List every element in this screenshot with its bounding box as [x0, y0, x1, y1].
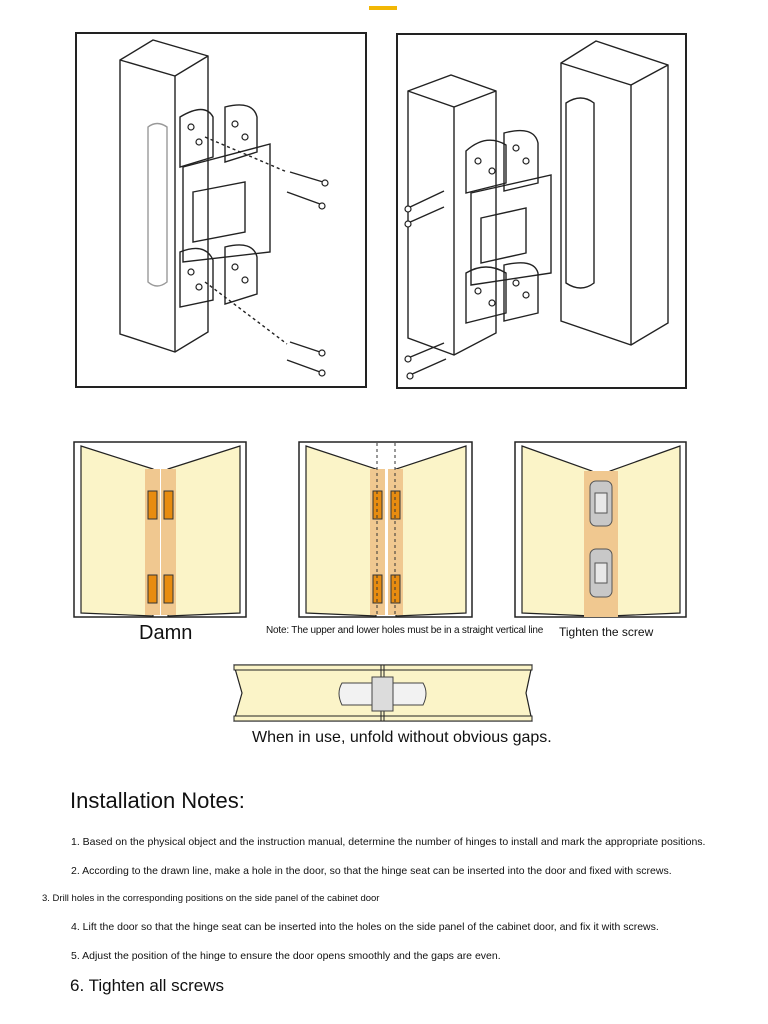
note-item-2: 2. According to the drawn line, make a hole in the door, so that the hinge seat can be inserted into the door and fixed with screws.	[71, 865, 672, 877]
hinge-panel-tighten	[514, 441, 688, 619]
hinge-install-diagram-right	[396, 33, 688, 390]
note-item-5: 5. Adjust the position of the hinge to ensure the door opens smoothly and the gaps are even.	[71, 950, 501, 962]
unfolded-door-diagram	[232, 663, 534, 723]
caption-damn: Damn	[139, 622, 193, 644]
caption-note: Note: The upper and lower holes must be in a straight vertical line	[266, 625, 544, 636]
caption-tighten: Tighten the screw	[559, 625, 654, 639]
hinge-install-diagram-left	[75, 32, 368, 389]
note-item-4: 4. Lift the door so that the hinge seat can be inserted into the holes on the side panel of the cabinet door, and fix it with screws.	[71, 921, 659, 933]
note-item-6: 6. Tighten all screws	[70, 976, 225, 995]
caption-usage: When in use, unfold without obvious gaps.	[252, 729, 552, 746]
accent-bar	[369, 6, 397, 10]
notes-title: Installation Notes:	[70, 788, 245, 813]
hinge-panel-note	[298, 441, 474, 619]
hinge-panel-damn	[73, 441, 248, 619]
note-item-1: 1. Based on the physical object and the instruction manual, determine the number of hinges to install and mark the appropriate positions.	[71, 836, 706, 848]
note-item-3: 3. Drill holes in the corresponding positions on the side panel of the cabinet door	[42, 893, 380, 904]
